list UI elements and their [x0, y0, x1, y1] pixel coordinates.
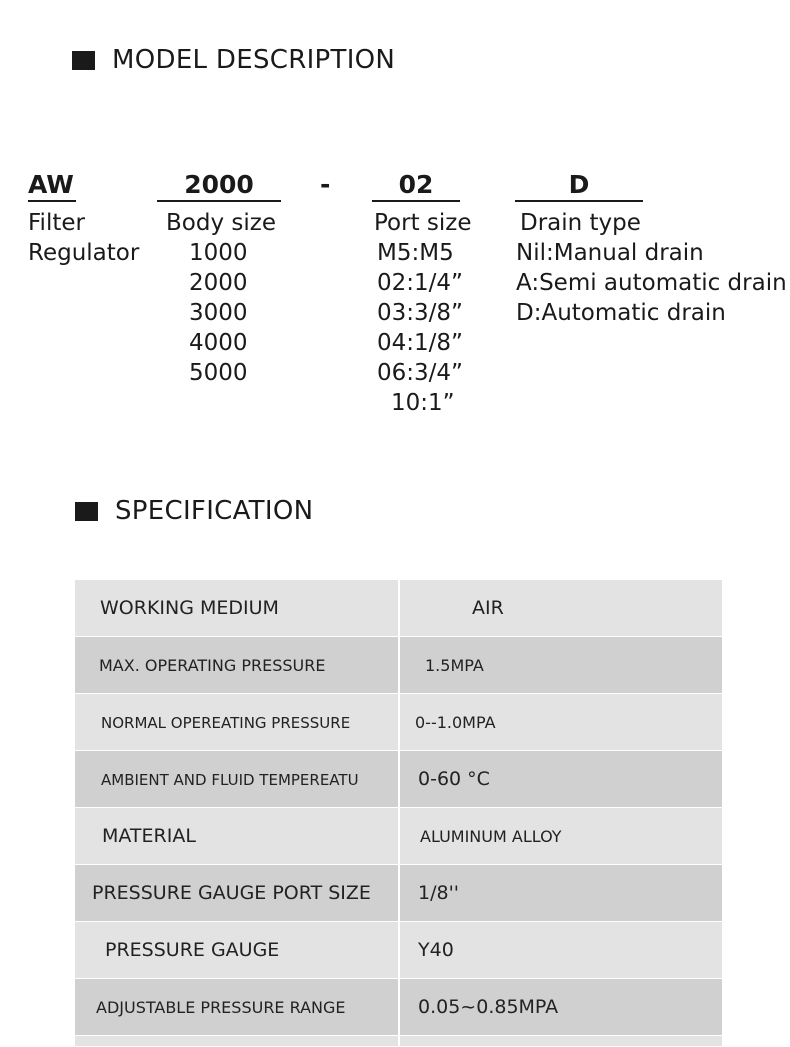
spec-value: 1/8'' [418, 882, 460, 904]
drain-type-item: A:Semi automatic drain [516, 270, 787, 296]
model-separator: - [320, 170, 331, 199]
table-row [75, 694, 722, 751]
spec-key: MAX. OPERATING PRESSURE [99, 656, 326, 675]
body-size-label: Body size [166, 210, 276, 236]
model-series-column [28, 170, 139, 268]
model-port-size-column [372, 170, 472, 418]
model-drain-type-column [515, 170, 787, 328]
body-size-item: 2000 [189, 270, 248, 296]
port-size-item: 03:3/8” [377, 300, 463, 326]
spec-value: AIR [472, 597, 504, 619]
table-row [75, 979, 722, 1036]
body-size-item: 3000 [189, 300, 248, 326]
model-description-title: MODEL DESCRIPTION [112, 45, 396, 75]
heading-square-icon [75, 502, 98, 521]
spec-key: PRESSURE GAUGE PORT SIZE [92, 882, 371, 904]
spec-value: 1.5MPA [425, 656, 484, 675]
specification-table [75, 580, 722, 1047]
spec-key: PRESSURE GAUGE [105, 939, 280, 961]
drain-type-item: Nil:Manual drain [516, 240, 704, 266]
table-row [75, 922, 722, 979]
spec-key: MATERIAL [102, 825, 196, 847]
model-body-size-column [157, 170, 281, 388]
spec-value: 0--1.0MPA [415, 713, 496, 732]
table-row [75, 865, 722, 922]
port-size-item: 02:1/4” [377, 270, 463, 296]
spec-key: NORMAL OPEREATING PRESSURE [101, 714, 351, 732]
body-size-item: 1000 [189, 240, 248, 266]
heading-square-icon [72, 51, 95, 70]
table-row [75, 580, 722, 637]
drain-type-label: Drain type [520, 210, 641, 236]
table-row [75, 1036, 722, 1047]
spec-value: Y40 [418, 939, 454, 961]
drain-type-item: D:Automatic drain [516, 300, 726, 326]
model-description-heading [72, 45, 395, 75]
drain-type-code: D [515, 170, 643, 202]
spec-key: ADJUSTABLE PRESSURE RANGE [96, 998, 346, 1017]
port-size-item: 04:1/8” [377, 330, 463, 356]
port-size-item: 06:3/4” [377, 360, 463, 386]
series-code: AW [28, 170, 76, 202]
table-row [75, 637, 722, 694]
body-size-item: 4000 [189, 330, 248, 356]
body-size-item: 5000 [189, 360, 248, 386]
spec-value: ALUMINUM ALLOY [420, 827, 562, 846]
port-size-item: 10:1” [391, 390, 455, 416]
specification-heading [75, 496, 313, 526]
spec-value: 0-60 °C [418, 768, 490, 790]
spec-value: 0.05~0.85MPA [418, 996, 559, 1018]
port-size-item: M5:M5 [377, 240, 454, 266]
spec-key: AMBIENT AND FLUID TEMPEREATU [101, 771, 359, 789]
series-label: Filter [28, 210, 85, 236]
port-size-code: 02 [372, 170, 460, 202]
port-size-label: Port size [374, 210, 472, 236]
table-row [75, 808, 722, 865]
specification-title: SPECIFICATION [115, 496, 314, 526]
body-size-code: 2000 [157, 170, 281, 202]
series-item: Regulator [28, 240, 140, 266]
spec-key: WORKING MEDIUM [100, 597, 279, 619]
table-row [75, 751, 722, 808]
